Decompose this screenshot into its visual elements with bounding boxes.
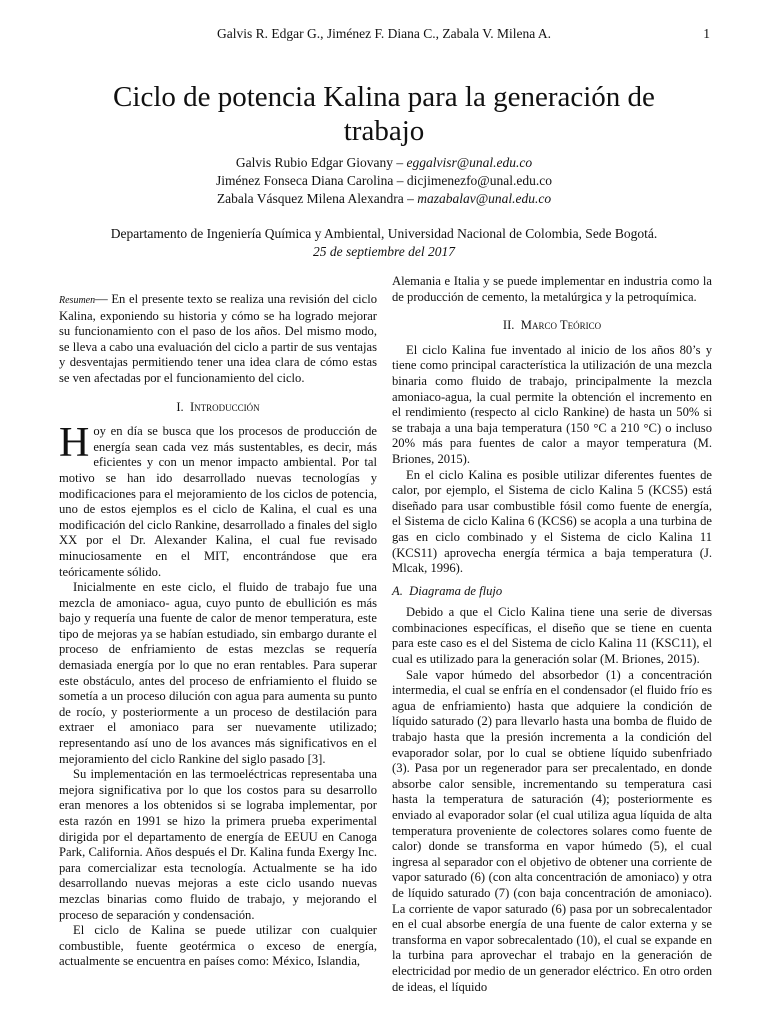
affiliation: Departamento de Ingeniería Química y Ambiental, Universidad Nacional de Colombia, Sede Bogotá. xyxy=(110,226,658,241)
author-name: Jiménez Fonseca Diana Carolina – xyxy=(216,173,407,188)
abstract xyxy=(59,292,377,387)
section-heading-introduccion xyxy=(59,400,377,416)
affiliation-block xyxy=(0,225,768,261)
subsection-label: A. xyxy=(392,583,403,598)
author-email: dicjimenezfo@unal.edu.co xyxy=(406,173,552,188)
paragraph: El ciclo de Kalina se puede utilizar con cualquier combustible, fuente geotérmica o exceso de energía, actualmente se encuentra en países como: México, Islandia, xyxy=(59,923,377,969)
paper-title: Ciclo de potencia Kalina para la generación de trabajo xyxy=(113,81,655,147)
abstract-label: Resumen xyxy=(59,295,96,306)
abstract-text: — En el presente texto se realiza una revisión del ciclo Kalina, exponiendo su historia y cómo se ha logrado mejorar su funcionamiento con el paso de los años. Del mismo modo, se lleva a cabo una evaluación del ciclo a partir de sus ventajas y desventajas permitiendo tener una idea clara de cómo estas se ven afectadas por el funcionamiento del ciclo. xyxy=(59,292,377,385)
paragraph: Alemania e Italia y se puede implementar en industria como la de producción de cemento, la metalúrgica y la petroquímica. xyxy=(392,274,712,304)
section-title: Marco Teórico xyxy=(520,318,602,333)
section-number: II. xyxy=(502,318,515,333)
running-header xyxy=(0,26,768,46)
author-name: Galvis Rubio Edgar Giovany – xyxy=(235,155,407,170)
author-email: mazabalav@unal.edu.co xyxy=(417,191,552,206)
paragraph: Su implementación en las termoeléctricas representaba una mejora significativa por lo que los costos para su desarrollo eran menores a los obtenidos si se lograba implementar, por esta razón en 1991 se hizo la primera prueba experimental dirigida por el departamento de energía de EEUU en Canoga Park, California. Años después el Dr. Kalina funda Exergy Inc. para comercializar esta tecnología. Actualmente se ha ido desarrollando nuevas mejoras a este ciclo usando nuevas mezclas binarias como fluido de trabajo, y mejorando el proceso de separación y condensación. xyxy=(59,767,377,922)
section-number: I. xyxy=(176,399,184,414)
page-number: 1 xyxy=(703,26,710,41)
drop-cap: H xyxy=(59,420,90,467)
paragraph: En el ciclo Kalina es posible utilizar diferentes fuentes de calor, por ejemplo, el Sistema de ciclo Kalina 5 (KCS5) está diseñado para usar combustible fósil como fuente de energía, el Sistema de ciclo Kalina 6 (KCS6) se acopla a una turbina de gas en ciclo combinado y el Sistema de ciclo Kalina 11 (KCS11) aprovecha energía térmica a baja temperatura (J. Mlcak, 1996). xyxy=(392,467,712,576)
author-line xyxy=(0,154,768,172)
left-column xyxy=(59,274,377,970)
author-name: Zabala Vásquez Milena Alexandra – xyxy=(216,191,418,206)
paragraph-text: oy en día se busca que los procesos de producción de energía sean cada vez más sustentables, es decir, más eficientes y con un menor impacto ambiental. Por tal motivo se han ido desarrollado nuevas tecnologías y modificaciones para el mejoramiento de los ciclos de potencia, uno de estos ejemplos es el ciclo de Kalina, el cual es una modificación del ciclo Rankine, desarrollado a finales del siglo XX por el Dr. Alexander Kalina, el cual fue revisado minuciosamente en el MIT, encontrándose que era teóricamente sólido. xyxy=(59,424,377,579)
section-heading-marco-teorico xyxy=(392,318,712,334)
author-list xyxy=(0,154,768,208)
intro-paragraph xyxy=(59,420,377,580)
subsection-heading-diagrama xyxy=(392,584,712,600)
subsection-title: Diagrama de flujo xyxy=(409,583,503,598)
author-line xyxy=(0,190,768,208)
author-line xyxy=(0,172,768,190)
header-authors: Galvis R. Edgar G., Jiménez F. Diana C., Zabala V. Milena A. xyxy=(217,26,551,41)
paragraph: Debido a que el Ciclo Kalina tiene una serie de diversas combinaciones específicas, el diseño que se tiene en cuenta para este caso es el del Sistema de ciclo Kalina 11 (KSC11), el cual es utilizado para la generación solar (M. Briones, 2015). xyxy=(392,605,712,667)
paragraph: Inicialmente en este ciclo, el fluido de trabajo fue una mezcla de amoniaco- agua, cuyo punto de ebullición es más bajo y requería una fuente de calor de menor temperatura, este tipo de mejoras ya se habían estudiado, sin embargo durante el proceso de enfriamiento de estas mezclas se requería demasiada energía por lo que no eran rentables. Para superar este obstáculo, antes del proceso de enfriamiento el fluido se sometía a un proceso dilución con agua para aumenta su punto de rocío, y posteriormente a un proceso de destilación para extraer el amoniaco para ser nuevamente utilizado; representando así uno de los avances más significativos en el mejoramiento del ciclo Rankine del siglo pasado [3]. xyxy=(59,580,377,766)
paragraph: El ciclo Kalina fue inventado al inicio de los años 80’s y tiene como principal característica la utilización de una mezcla binaria como fluido de trabajo, principalmente la mezcla amoniaco-agua, la cual permite la obtención el incremento en el rendimiento (respecto al ciclo Rankine) de hasta un 50% si se trabaja a una baja temperatura (150 °C a 210 °C) o incluso 20% más para fuentes de calor a mayor temperatura (M. Briones, 2015). xyxy=(392,342,712,466)
section-title: Introducción xyxy=(189,399,260,414)
author-email: eggalvisr@unal.edu.co xyxy=(406,155,533,170)
paragraph: Sale vapor húmedo del absorbedor (1) a concentración intermedia, el cual se enfría en el condensador (el fluido frío es agua de enfriamiento) hasta que adquiere la condición de líquido saturado (2) para llevarlo hasta una bomba de fluido de trabajo hasta que la presión incrementa a la condición del evaporador solar, por lo cual se obtiene líquido subenfriado (3). Pasa por un regenerador para ser precalentado, en donde absorbe calor sensible, incrementando su temperatura casi hasta la temperatura de saturación (4); posteriormente es enviado al evaporador solar (el cual utiliza agua líquida de alta temperatura proveniente de colectores solares como fuente de calor) donde se transforma en vapor húmedo (5), el cual ingresa al separador con el objetivo de obtener una corriente de vapor saturado (6) (con alta concentración de amoniaco) y otra de líquido saturado (7) (con baja concentración de amoniaco). La corriente de vapor saturado (6) pasa por un sobrecalentador en el cual absorbe energía de una fuente de calor externa y se transforma en vapor sobrecalentado (10), el cual se expande en la turbina para aprovechar el trabajo en la generación de electricidad por medio de un generador eléctrico. En otro orden de ideas, el líquido xyxy=(392,667,712,994)
publication-date: 25 de septiembre del 2017 xyxy=(313,244,455,259)
right-column xyxy=(392,274,712,995)
